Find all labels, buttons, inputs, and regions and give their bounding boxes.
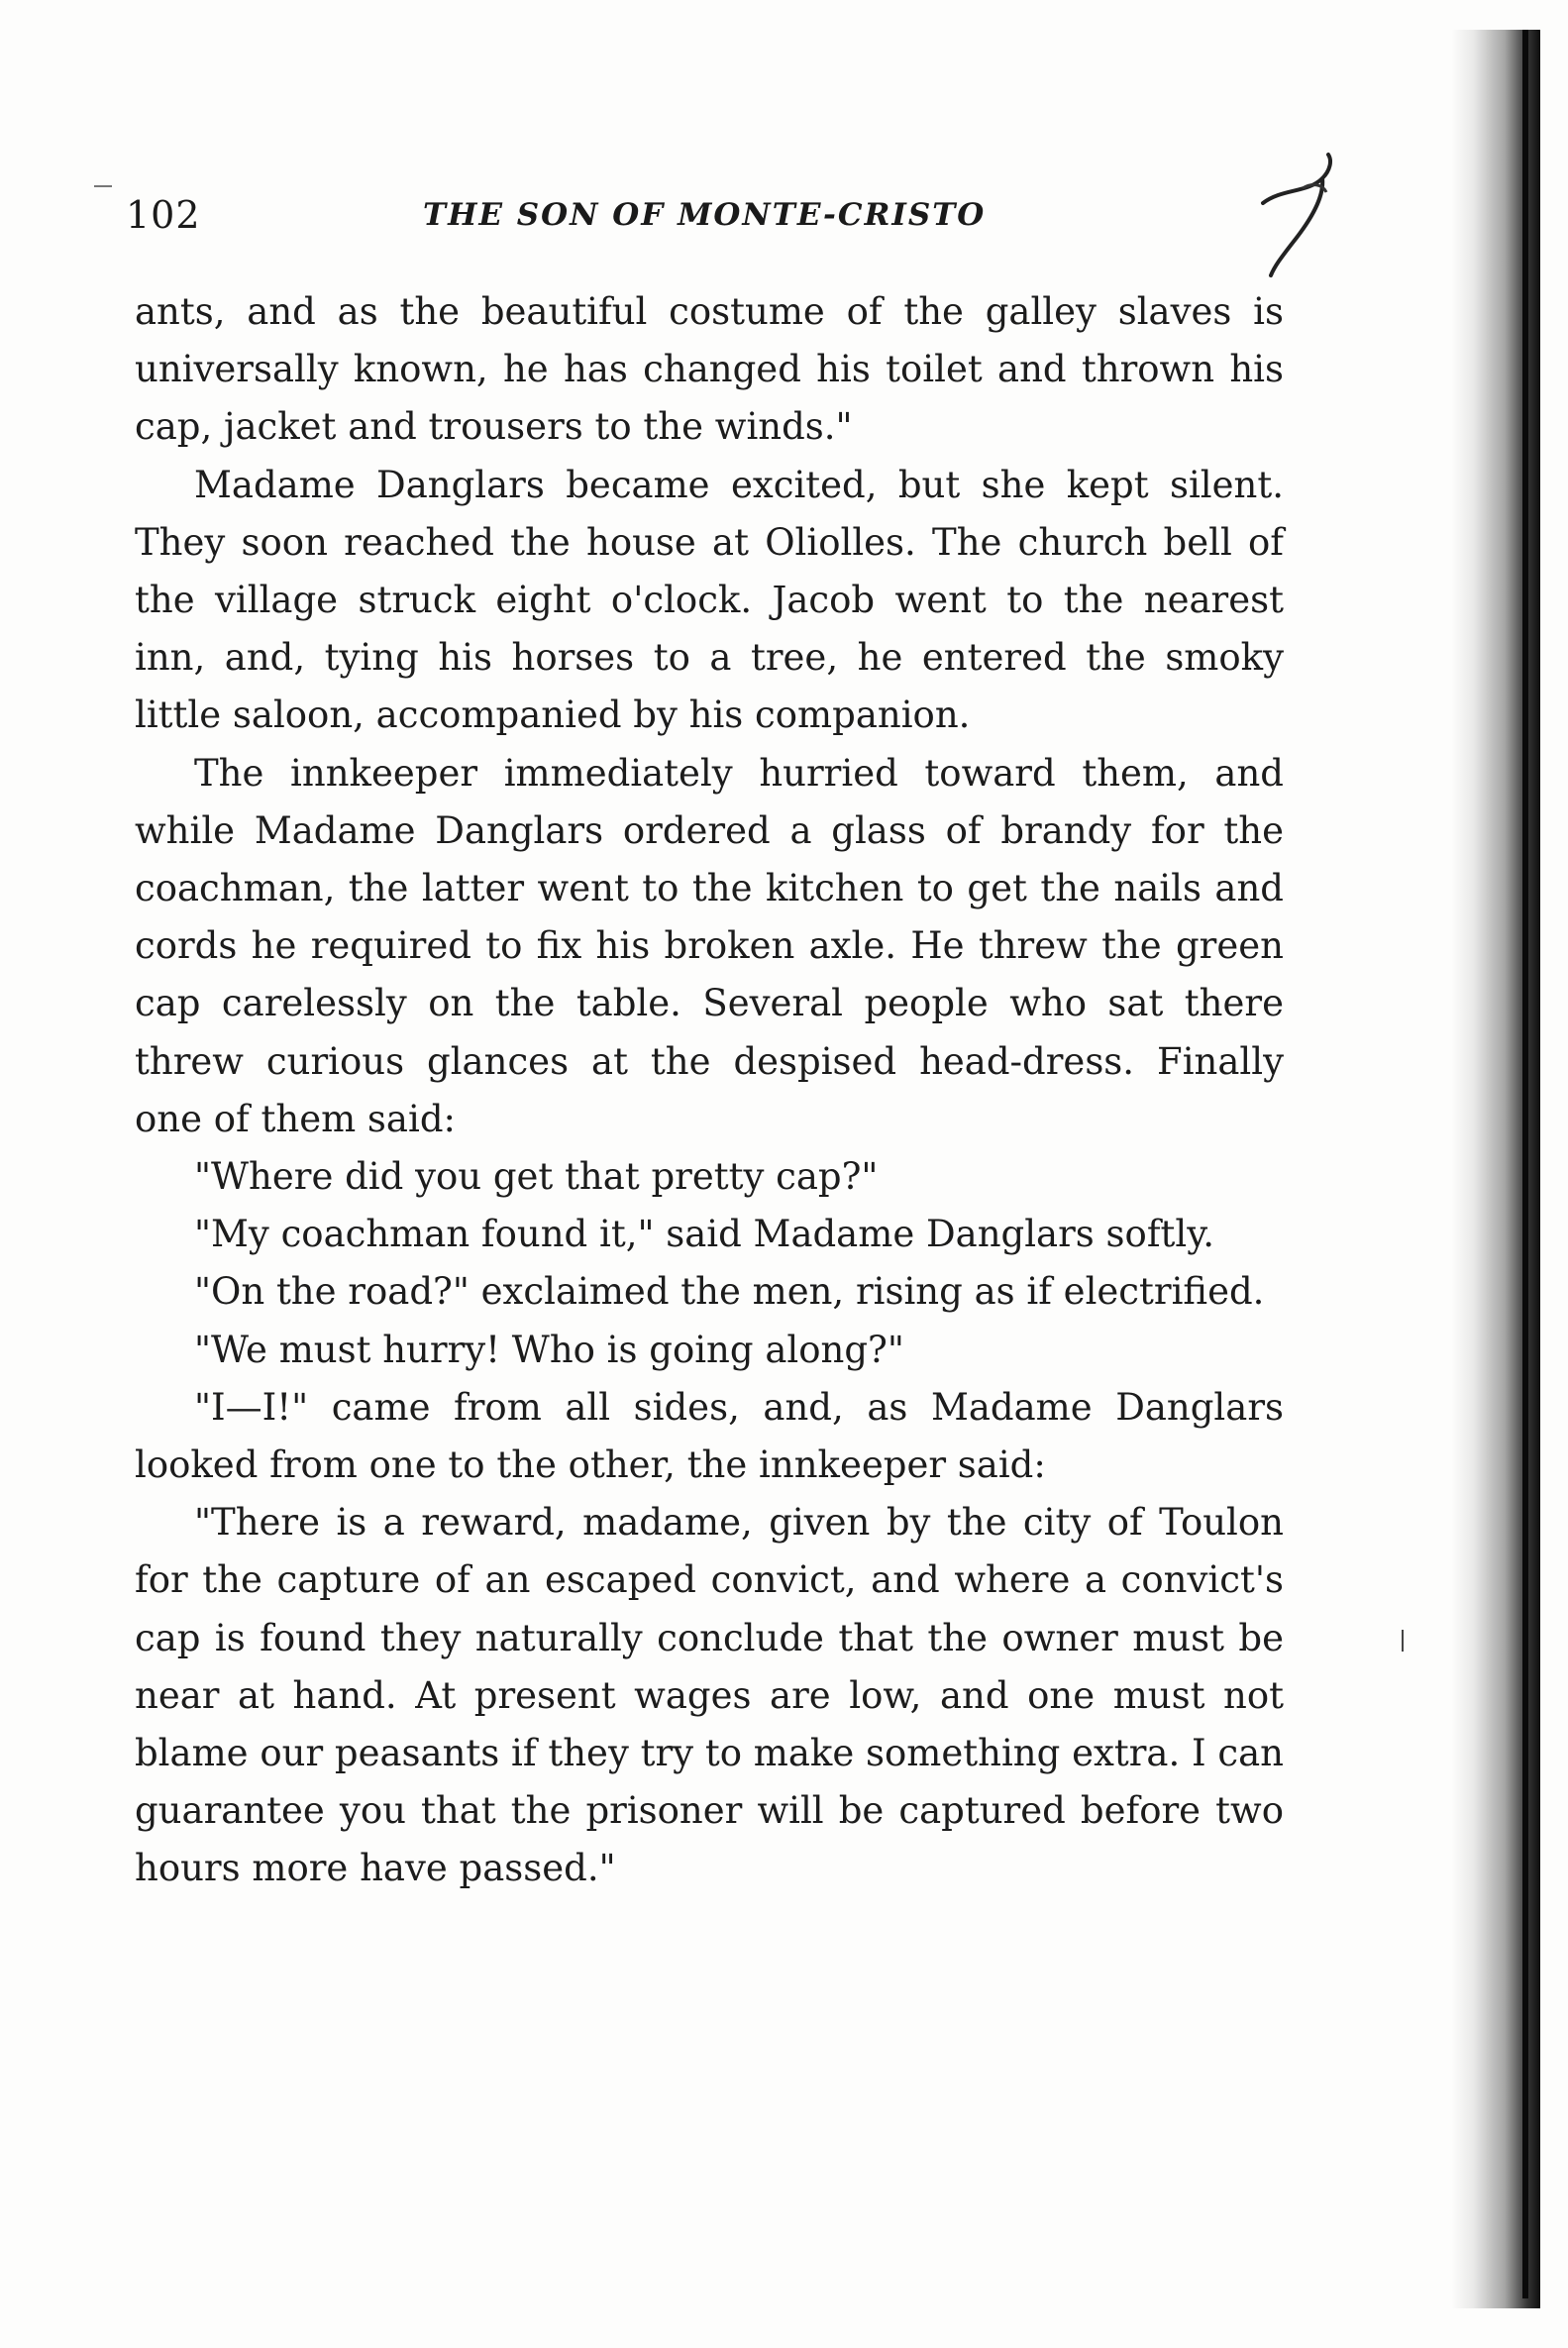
paragraph-2: Madame Danglars became excited, but she kept silent. They soon reached the house at Oliolles. The church bell of the village struck eight o'clock. Jacob went to the nearest inn, and, tying his horses to a tree, he entered the smoky little saloon, accompanied by his companion. — [135, 463, 1284, 737]
paragraph-7: "We must hurry! Who is going along?" — [194, 1328, 904, 1371]
running-head — [126, 193, 1275, 253]
margin-dash — [94, 185, 112, 187]
body-text — [135, 283, 1284, 1898]
pen-flourish — [1253, 149, 1342, 287]
paragraph-6: "On the road?" exclaimed the men, rising as if electrified. — [194, 1270, 1265, 1314]
margin-mark — [1402, 1630, 1404, 1652]
paragraph-1: ants, and as the beautiful costume of the galley slaves is universally known, he has changed his toilet and thrown his cap, jacket and trousers to the winds." — [135, 290, 1284, 449]
paragraph-4: "Where did you get that pretty cap?" — [194, 1155, 879, 1199]
running-title: THE SON OF MONTE-CRISTO — [423, 197, 987, 233]
paragraph-9: "There is a reward, madame, given by the city of Toulon for the capture of an escaped convict, and where a convict's cap is found they naturally conclude that the owner must be near at hand. At present wages are low, and one must not blame our peasants if they try to make something extra. I can guarantee you that the prisoner will be captured before two hours more have passed." — [135, 1501, 1284, 1890]
paragraph-5: "My coachman found it," said Madame Danglars softly. — [194, 1213, 1214, 1256]
page-number: 102 — [126, 193, 201, 237]
paragraph-8: "I—I!" came from all sides, and, as Madame Danglars looked from one to the other, the innkeeper said: — [135, 1385, 1284, 1487]
paragraph-3: The innkeeper immediately hurried toward them, and while Madame Danglars ordered a glass of brandy for the coachman, the latter went to the kitchen to get the nails and cords he required to fix his broken axle. He threw the green cap carelessly on the table. Several people who sat there threw curious glances at the despised head-dress. Finally one of them said: — [135, 751, 1284, 1140]
binding-line — [1522, 30, 1528, 2298]
